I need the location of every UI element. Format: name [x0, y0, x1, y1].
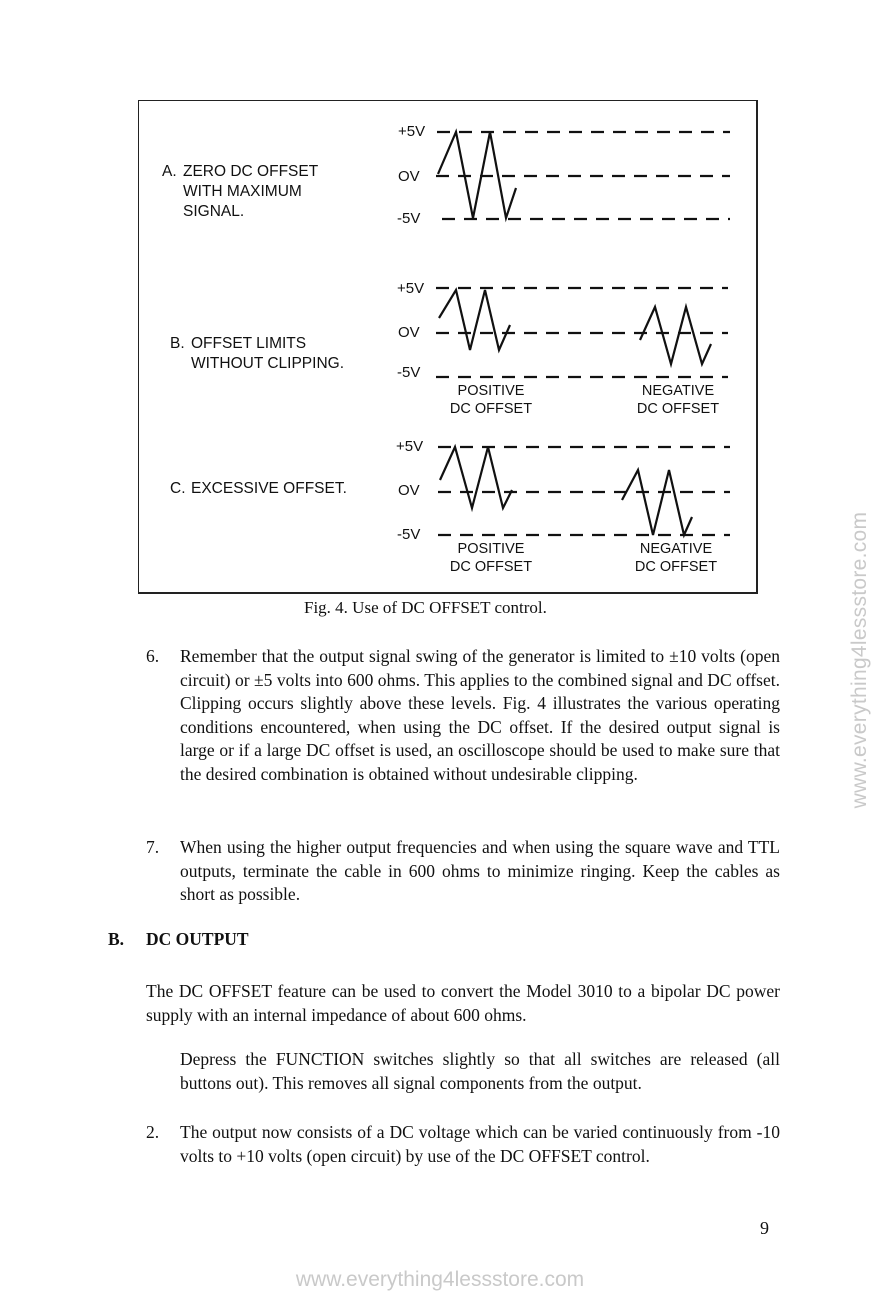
- item-7-number: 7.: [146, 837, 160, 857]
- volt-label-b-minus5: -5V: [397, 364, 421, 381]
- item-6-number: 6.: [146, 646, 160, 666]
- watermark-side: [845, 465, 875, 855]
- panel-a-text: ZERO DC OFFSET WITH MAXIMUM SIGNAL.: [183, 163, 319, 220]
- figure-caption: Fig. 4. Use of DC OFFSET control.: [304, 598, 547, 617]
- volt-label-b-zero: OV: [398, 324, 420, 341]
- section-b-heading: DC OUTPUT: [146, 929, 249, 949]
- section-b-step-2-number: 2.: [146, 1122, 160, 1142]
- panel-b-text: OFFSET LIMITS WITHOUT CLIPPING.: [191, 335, 345, 372]
- volt-label-a-zero: OV: [398, 168, 420, 185]
- volt-label-a-plus5: +5V: [398, 123, 426, 140]
- waveform-diagram: [0, 0, 877, 620]
- dc-label-c-positive: POSITIVE DC OFFSET: [449, 541, 533, 575]
- section-b-step-1-text: Depress the FUNCTION switches slightly so that all switches are released (all buttons out). This removes all signal components from the output.: [180, 1049, 780, 1093]
- volt-label-c-plus5: +5V: [396, 438, 424, 455]
- volt-label-c-zero: OV: [398, 482, 420, 499]
- panel-c-letter: C.: [170, 480, 186, 497]
- watermark-side-text: www.everything4lessstore.com: [848, 511, 871, 809]
- volt-label-b-plus5: +5V: [397, 280, 425, 297]
- section-b-letter: B.: [108, 929, 125, 949]
- panel-b-letter: B.: [170, 335, 185, 352]
- panel-b-negative-wave: [640, 307, 711, 364]
- section-b-step-2-text: The output now consists of a DC voltage which can be varied continuously from -10 volts to +10 volts (open circuit) by use of the DC OFFSET control.: [180, 1122, 780, 1166]
- dc-label-b-positive: POSITIVE DC OFFSET: [449, 383, 533, 417]
- dc-label-c-negative: NEGATIVE DC OFFSET: [634, 541, 718, 575]
- panel-c-text: EXCESSIVE OFFSET.: [191, 480, 347, 497]
- section-b-intro: The DC OFFSET feature can be used to convert the Model 3010 to a bipolar DC power supply with an internal impedance of about 600 ohms.: [146, 981, 780, 1025]
- panel-a-letter: A.: [162, 163, 177, 180]
- panel-c-negative-wave: [622, 470, 692, 535]
- item-7-text: When using the higher output frequencies and when using the square wave and TTL outputs, terminate the cable in 600 ohms to minimize ringing. Keep the cables as short as possible.: [180, 837, 780, 904]
- panel-b-positive-wave: [439, 290, 510, 350]
- panel-c-positive-wave: [440, 447, 512, 508]
- volt-label-a-minus5: -5V: [397, 210, 421, 227]
- page-number: 9: [760, 1218, 769, 1238]
- volt-label-c-minus5: -5V: [397, 526, 421, 543]
- item-6-text: Remember that the output signal swing of the generator is limited to ±10 volts (open circuit) or ±5 volts into 600 ohms. This applies to the combined signal and DC offset. Clipping occurs slightly above these levels. Fig. 4 illustrates the various operating conditions encountered, when using the DC offset. If the desired output signal is large or if a large DC offset is used, an oscilloscope should be used to make sure that the desired combination is obtained without undesirable clipping.: [180, 646, 780, 784]
- watermark-bottom: www.everything4lessstore.com: [295, 1268, 585, 1291]
- dc-label-b-negative: NEGATIVE DC OFFSET: [636, 383, 720, 417]
